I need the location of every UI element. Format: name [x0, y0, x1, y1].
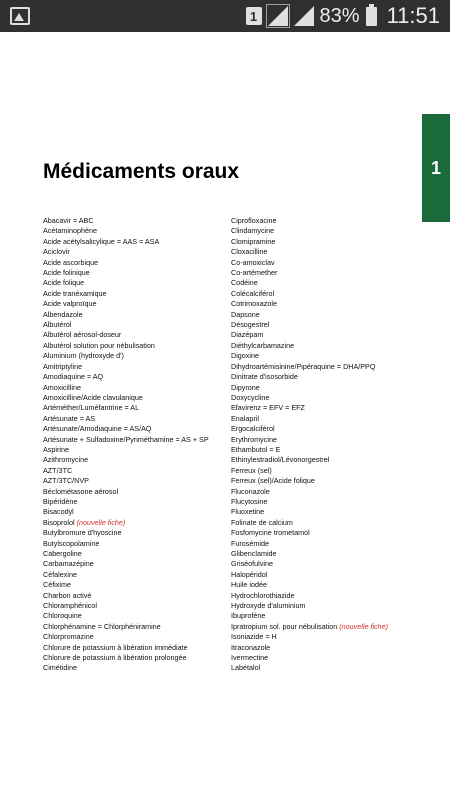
drug-list-item[interactable]	[43, 268, 223, 278]
drug-name: Ciprofloxacine	[231, 216, 277, 225]
drug-list-item[interactable]	[231, 216, 431, 226]
drug-list-item[interactable]	[231, 330, 431, 340]
drug-list-item[interactable]	[231, 580, 431, 590]
drug-list-item[interactable]	[231, 299, 431, 309]
drug-name: Dapsone	[231, 309, 260, 319]
drug-list-item[interactable]	[231, 268, 431, 278]
drug-name: Fluconazole	[231, 486, 270, 496]
drug-list-item[interactable]	[43, 216, 223, 226]
drug-name: Ivermectine	[231, 653, 269, 663]
drug-name: Folinate de calcium	[231, 517, 293, 527]
chapter-tab-label: 1	[430, 158, 441, 178]
battery-icon	[366, 7, 377, 26]
drug-name: Chlorure de potassium à libération immédiate	[43, 642, 188, 652]
drug-name: Glibenclamide	[231, 549, 277, 558]
drug-name: Huile iodée	[231, 580, 267, 590]
drug-list-item[interactable]	[43, 539, 223, 549]
drug-name: Abacavir = ABC	[43, 216, 94, 225]
drug-list-item[interactable]	[43, 507, 223, 517]
drug-name: Charbon activé	[43, 590, 92, 600]
drug-list-item[interactable]	[231, 549, 431, 559]
drug-name: Amoxicilline/Acide clavulanique	[43, 392, 143, 402]
drug-name: AZT/3TC	[43, 465, 73, 475]
drug-name: Enalapril	[231, 413, 259, 423]
drug-list-item[interactable]	[43, 622, 223, 632]
drug-list-item[interactable]	[43, 601, 223, 611]
drug-list-item[interactable]	[43, 289, 223, 299]
drug-name: Cimétidine	[43, 663, 77, 673]
drug-name: Ferreux (sel)	[231, 465, 272, 475]
drug-list-item[interactable]	[43, 632, 223, 642]
drug-name: Acétaminophène	[43, 226, 97, 236]
drug-list-item[interactable]	[43, 497, 223, 507]
drug-list-item[interactable]	[231, 393, 431, 403]
drug-list-item[interactable]	[231, 351, 431, 361]
drug-list-item[interactable]	[43, 663, 223, 673]
drug-list-item[interactable]	[43, 580, 223, 590]
drug-list-item[interactable]	[231, 424, 431, 434]
drug-list-item[interactable]	[43, 559, 223, 569]
drug-name: Fluoxetine	[231, 507, 265, 517]
drug-list-item[interactable]	[43, 362, 223, 372]
drug-list-item[interactable]	[43, 487, 223, 497]
drug-name: Butylbromure d'hyoscine	[43, 528, 122, 538]
drug-name: Aluminium (hydroxyde d')	[43, 351, 124, 361]
drug-list-item[interactable]	[231, 310, 431, 320]
drug-list-item[interactable]	[43, 570, 223, 580]
chapter-tab[interactable]	[422, 114, 450, 222]
drug-name: AZT/3TC/NVP	[43, 476, 89, 486]
drug-list-item[interactable]	[231, 435, 431, 445]
drug-name: Hydroxyde d'aluminium	[231, 601, 306, 611]
drug-list-item[interactable]	[231, 507, 431, 517]
drug-name: Efavirenz = EFV = EFZ	[231, 403, 305, 413]
drug-name: Isoniazide = H	[231, 632, 277, 642]
drug-list-item[interactable]	[43, 643, 223, 653]
drug-name: Albutérol aérosol-doseur	[43, 330, 122, 340]
drug-list-item[interactable]	[43, 383, 223, 393]
drug-name: Acide folinique	[43, 268, 90, 278]
drug-name: Colécalciférol	[231, 288, 275, 298]
drug-name: Albutérol	[43, 320, 72, 330]
sim-badge: 1	[246, 7, 262, 25]
drug-list-item[interactable]	[231, 622, 431, 632]
drug-name: Co-artémether	[231, 268, 278, 278]
drug-name: Fosfomycine trometamol	[231, 528, 310, 538]
drug-name: Codéine	[231, 278, 258, 288]
new-sheet-note: (nouvelle fiche)	[339, 621, 389, 631]
drug-name: Chloroquine	[43, 611, 82, 621]
drug-list-item[interactable]	[231, 518, 431, 528]
drug-list-item[interactable]	[231, 539, 431, 549]
drug-name: Clomipramine	[231, 236, 276, 246]
drug-list-item[interactable]	[231, 591, 431, 601]
drug-name: Artéméther/Luméfantrine = AL	[43, 403, 140, 413]
drug-list-item[interactable]	[43, 310, 223, 320]
status-bar	[0, 0, 450, 32]
drug-name: Flucytosine	[231, 496, 268, 506]
drug-name: Chlorphénamine = Chlorphéniramine	[43, 621, 161, 631]
drug-list-item[interactable]	[43, 466, 223, 476]
drug-name: Hydrochlorothiazide	[231, 590, 295, 600]
drug-name: Artésunate/Amodiaquine = AS/AQ	[43, 424, 152, 434]
drug-name: Artésunate + Sulfadoxine/Pyriméthamine = AS + SP	[43, 434, 209, 444]
status-indicators	[246, 0, 440, 32]
drug-name: Furosémide	[231, 538, 269, 548]
drug-list-item[interactable]	[43, 591, 223, 601]
drug-list-item[interactable]	[231, 487, 431, 497]
drug-name: Amitriptyline	[43, 361, 83, 371]
clock: 11:51	[386, 3, 440, 28]
drug-name: Chloramphénicol	[43, 601, 97, 611]
battery-percent: 83%	[319, 4, 360, 27]
drug-name: Doxycycline	[231, 392, 270, 402]
drug-name: Cloxacilline	[231, 247, 268, 257]
drug-name: Acide valproïque	[43, 299, 97, 309]
drug-name: Albendazole	[43, 309, 83, 319]
drug-list-item[interactable]	[231, 372, 431, 382]
drug-name: Amoxicilline	[43, 382, 81, 392]
drug-list-item[interactable]	[231, 289, 431, 299]
drug-name: Aspirine	[43, 444, 69, 454]
drug-list-item[interactable]	[43, 237, 223, 247]
drug-name: Cotrimoxazole	[231, 299, 277, 309]
drug-list-item[interactable]	[231, 455, 431, 465]
drug-name: Désogestrel	[231, 320, 270, 330]
drug-list-item[interactable]	[43, 424, 223, 434]
drug-name: Co-amoxiclav	[231, 257, 275, 267]
drug-list-item[interactable]	[231, 663, 431, 673]
drug-list-item[interactable]	[43, 351, 223, 361]
new-sheet-note: (nouvelle fiche)	[76, 517, 126, 527]
drug-name: Céfixime	[43, 580, 71, 590]
drug-list-item[interactable]	[231, 559, 431, 569]
drug-list-item[interactable]	[231, 476, 431, 486]
drug-name: Bisoprolol	[43, 517, 75, 527]
drug-name: Digoxine	[231, 351, 259, 361]
drug-list-item[interactable]	[231, 278, 431, 288]
drug-list-item[interactable]	[231, 643, 431, 653]
signal-secondary-icon	[294, 6, 314, 26]
drug-list-item[interactable]	[231, 497, 431, 507]
drug-name: Acide acétylsalicylique = AAS = ASA	[43, 236, 160, 246]
drug-name: Ibuprofène	[231, 611, 266, 621]
drug-name: Ipratropium sol. pour nébulisation	[231, 621, 338, 631]
drug-name: Ethambutol = E	[231, 444, 281, 454]
drug-name: Acide ascorbique	[43, 257, 99, 267]
gallery-notification-icon	[10, 7, 30, 25]
drug-name: Labétalol	[231, 663, 261, 673]
drug-list-item[interactable]	[231, 445, 431, 455]
drug-list-item[interactable]	[43, 414, 223, 424]
drug-name: Halopéridol	[231, 569, 268, 579]
drug-list-item[interactable]	[231, 341, 431, 351]
drug-list-item[interactable]	[231, 320, 431, 330]
drug-list-item[interactable]	[43, 403, 223, 413]
drug-list-item[interactable]	[43, 549, 223, 559]
drug-list-item[interactable]	[43, 455, 223, 465]
drug-name: Diazépam	[231, 330, 264, 340]
drug-list-item[interactable]	[231, 466, 431, 476]
drug-name: Azithromycine	[43, 455, 89, 465]
drug-name: Chlorure de potassium à libération prolongée	[43, 653, 187, 663]
drug-list-item[interactable]	[231, 611, 431, 621]
drug-name: Carbamazépine	[43, 559, 94, 569]
drug-list-item[interactable]	[43, 653, 223, 663]
drug-name: Ferreux (sel)/Acide folique	[231, 476, 315, 486]
drug-name: Butylscopolamine	[43, 538, 100, 548]
drug-name: Chlorpromazine	[43, 632, 94, 642]
drug-list-item[interactable]	[43, 611, 223, 621]
drug-list-item[interactable]	[231, 362, 431, 372]
drug-list-item[interactable]	[43, 435, 223, 445]
drug-list-item[interactable]	[43, 341, 223, 351]
drug-name: Dipyrone	[231, 382, 260, 392]
drug-name: Acide tranéxamique	[43, 288, 107, 298]
drug-list-item[interactable]	[43, 299, 223, 309]
drug-name: Amodiaquine = AQ	[43, 372, 104, 382]
drug-list-item[interactable]	[231, 632, 431, 642]
drug-name: Acide folique	[43, 278, 85, 288]
signal-icon	[268, 6, 288, 26]
drug-name: Bipéridène	[43, 496, 78, 506]
drug-name: Diéthylcarbamazine	[231, 340, 295, 350]
drug-name: Dihydroartémisinine/Pipéraquine = DHA/PPQ	[231, 361, 376, 371]
drug-name: Aciclovir	[43, 247, 70, 257]
drug-name: Dinitrate d'isosorbide	[231, 372, 298, 382]
drug-name: Artésunate = AS	[43, 413, 96, 423]
drug-list-item[interactable]	[231, 528, 431, 538]
drug-list-item[interactable]	[43, 226, 223, 236]
drug-list-item[interactable]	[231, 601, 431, 611]
drug-name: Albutérol solution pour nébulisation	[43, 340, 155, 350]
drug-list-right	[231, 216, 431, 674]
drug-name: Ethinylestradiol/Lévonorgestrel	[231, 455, 330, 465]
drug-list-item[interactable]	[231, 258, 431, 268]
drug-list-item[interactable]	[43, 445, 223, 455]
drug-name: Ergocalciférol	[231, 424, 275, 434]
drug-list-item[interactable]	[43, 320, 223, 330]
drug-list-item[interactable]	[43, 330, 223, 340]
drug-name: Griséofulvine	[231, 559, 273, 569]
drug-list-item[interactable]	[43, 528, 223, 538]
drug-name: Clindamycine	[231, 226, 275, 236]
drug-name: Itraconazole	[231, 642, 271, 652]
drug-list-item[interactable]	[43, 476, 223, 486]
drug-list-item[interactable]	[231, 653, 431, 663]
drug-name: Cabergoline	[43, 549, 82, 558]
drug-list-item[interactable]	[43, 372, 223, 382]
drug-list-item[interactable]	[231, 570, 431, 580]
drug-name: Bisacodyl	[43, 507, 74, 517]
drug-list-item[interactable]	[43, 258, 223, 268]
drug-list-item[interactable]	[231, 403, 431, 413]
drug-list-item[interactable]	[231, 237, 431, 247]
drug-list-item[interactable]	[43, 518, 223, 528]
drug-list-item[interactable]	[231, 414, 431, 424]
drug-list-item[interactable]	[43, 278, 223, 288]
page-title: Médicaments oraux	[43, 160, 240, 183]
drug-name: Erythromycine	[231, 434, 277, 444]
drug-list-item[interactable]	[43, 247, 223, 257]
drug-list-item[interactable]	[43, 393, 223, 403]
drug-list-item[interactable]	[231, 226, 431, 236]
drug-list-left	[43, 216, 223, 674]
drug-list-item[interactable]	[231, 383, 431, 393]
drug-name: Céfalexine	[43, 569, 77, 579]
drug-list-item[interactable]	[231, 247, 431, 257]
drug-name: Béclométasone aérosol	[43, 486, 119, 496]
